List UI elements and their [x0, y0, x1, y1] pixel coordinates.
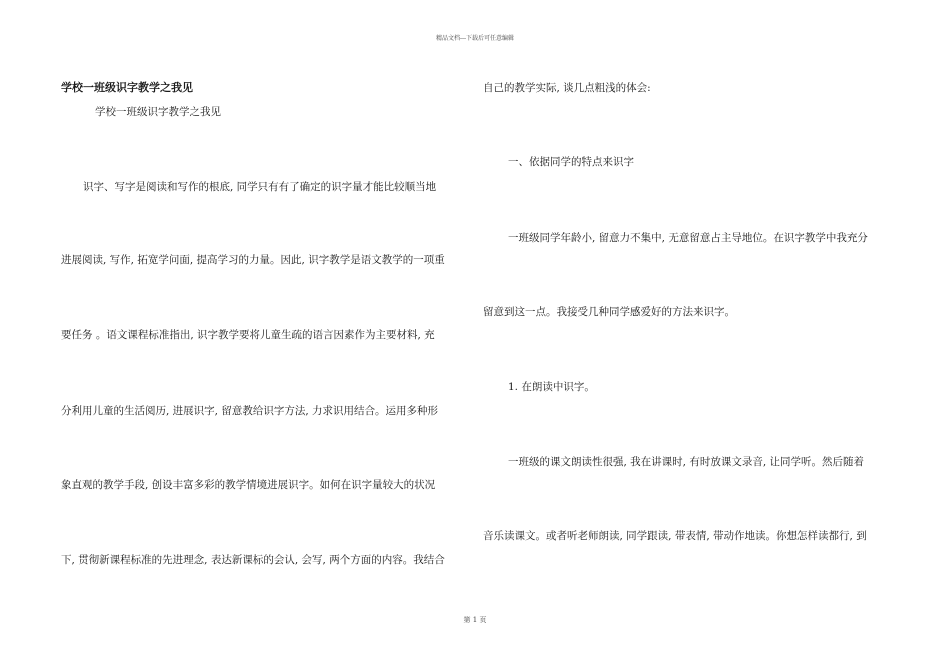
paragraph-line: 留意到这一点。我接受几种同学感爱好的方法来识字。 [483, 306, 735, 318]
page-header: 精品文档---下载后可任意编辑 [435, 35, 515, 42]
paragraph-line: 要任务 。语文课程标准指出, 识字教学要将儿童生疏的语言因素作为主要材料, 充 [61, 329, 435, 341]
article-title: 学校一班级识字教学之我见 [61, 81, 193, 94]
page-number: 第 1 页 [463, 616, 487, 624]
paragraph-line: 进展阅读, 写作, 拓宽学问面, 提高学习的力量。因此, 识字教学是语文教学的一项重 [61, 254, 445, 266]
paragraph-line: 象直观的教学手段, 创设丰富多彩的教学情境进展识字。如何在识字量较大的状况 [61, 479, 436, 491]
paragraph-line: 识字、写字是阅读和写作的根底, 同学只有有了确定的识字量才能比较顺当地 [83, 181, 437, 193]
paragraph-line: 音乐读课文。或者听老师朗读, 同学跟读, 带表情, 带动作地读。你想怎样读都行, 到 [483, 530, 867, 542]
article-subtitle: 学校一班级识字教学之我见 [95, 106, 221, 118]
paragraph-line: 一班级同学年龄小, 留意力不集中, 无意留意占主导地位。在识字教学中我充分 [508, 232, 868, 244]
subsection-heading: 1. 在朗读中识字。 [508, 381, 595, 393]
paragraph-line: 一班级的课文朗读性很强, 我在讲课时, 有时放课文录音, 让同学听。然后随着 [508, 456, 865, 468]
paragraph-line: 下, 贯彻新课程标准的先进理念, 表达新课标的会认, 会写, 两个方面的内容。我结合 [61, 554, 445, 566]
paragraph-line: 分利用儿童的生活阅历, 进展识字, 留意教给识字方法, 力求识用结合。运用多种形 [61, 405, 439, 417]
section-heading: 一、依据同学的特点来识字 [508, 156, 634, 168]
paragraph-line: 自己的教学实际, 谈几点粗浅的体会: [483, 82, 651, 94]
